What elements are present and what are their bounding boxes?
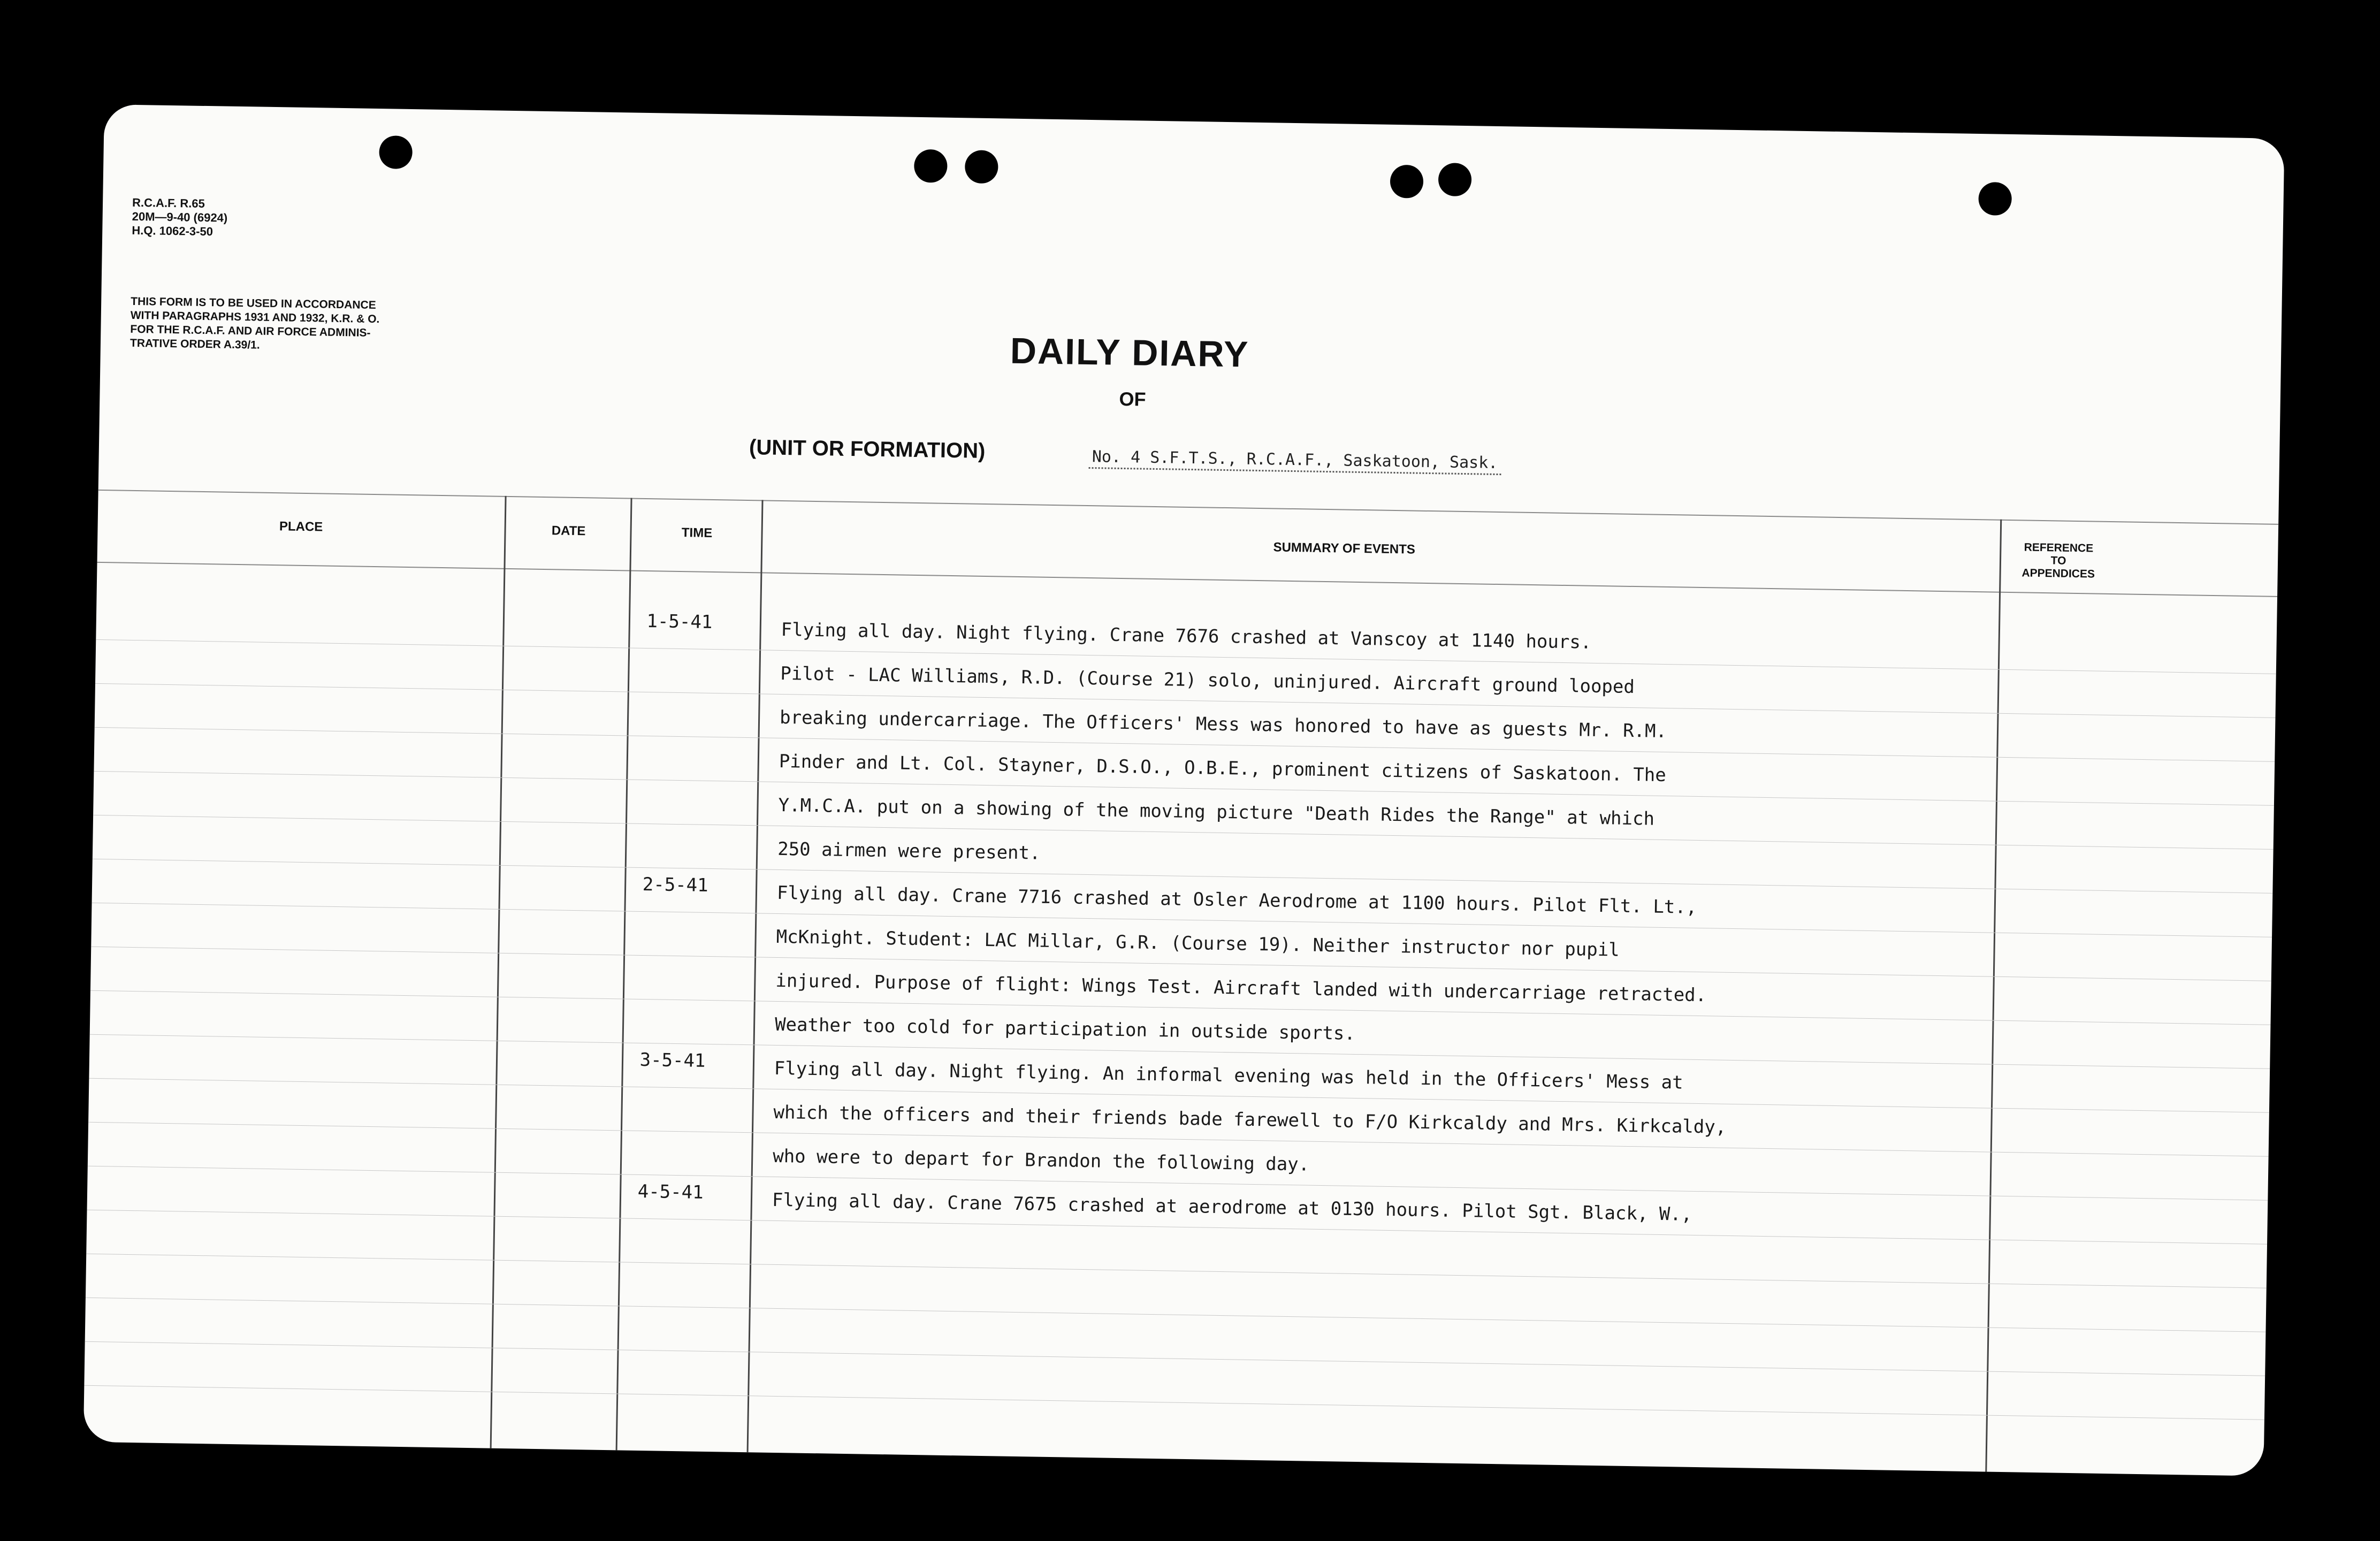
column-header-date: DATE bbox=[551, 523, 586, 539]
entry-summary bbox=[774, 876, 2272, 1075]
summary-line: Pinder and Lt. Col. Stayner, D.S.O., O.B.E., prominent citizens of Saskatoon. The bbox=[779, 750, 1667, 786]
punch-hole bbox=[1438, 163, 1472, 196]
unit-label: (UNIT OR FORMATION) bbox=[749, 436, 986, 463]
column-header-summary: SUMMARY OF EVENTS bbox=[1273, 540, 1416, 557]
entry-date: 4-5-41 bbox=[637, 1180, 704, 1203]
form-note-line: WITH PARAGRAPHS 1931 AND 1932, K.R. & O. bbox=[130, 309, 380, 326]
summary-line: 250 airmen were present. bbox=[777, 838, 1041, 864]
reference-header-line: APPENDICES bbox=[2022, 567, 2095, 581]
entry-summary bbox=[777, 613, 2277, 899]
ruled-line bbox=[84, 1385, 2264, 1420]
entry-summary bbox=[772, 1051, 2270, 1207]
reference-header-line: TO bbox=[2050, 554, 2066, 567]
summary-line: injured. Purpose of flight: Wings Test. Aircraft landed with undercarriage retracted. bbox=[775, 970, 1707, 1006]
form-code-line: R.C.A.F. R.65 bbox=[132, 195, 205, 210]
ruled-line bbox=[85, 1341, 2265, 1376]
summary-line: McKnight. Student: LAC Millar, G.R. (Course 19). Neither instructor nor pupil bbox=[776, 926, 1620, 961]
form-code bbox=[132, 196, 228, 239]
summary-line: who were to depart for Brandon the following day. bbox=[772, 1145, 1310, 1176]
entry-date: 1-5-41 bbox=[646, 611, 713, 633]
reference-header-line: REFERENCE bbox=[2024, 541, 2094, 555]
page-title: DAILY DIARY bbox=[1010, 330, 1249, 375]
summary-line: breaking undercarriage. The Officers' Mess was honored to have as guests Mr. R.M. bbox=[779, 706, 1667, 743]
summary-line: Flying all day. Night flying. An informal evening was held in the Officers' Mess at bbox=[774, 1057, 1683, 1094]
entry-date: 3-5-41 bbox=[639, 1049, 706, 1072]
form-code-line: H.Q. 1062-3-50 bbox=[132, 223, 213, 239]
punch-hole bbox=[914, 149, 948, 183]
punch-hole bbox=[965, 150, 998, 184]
form-note-line: FOR THE R.C.A.F. AND AIR FORCE ADMINIS- bbox=[130, 323, 371, 339]
diary-entry bbox=[90, 865, 2273, 1075]
form-code-line: 20M—9-40 (6924) bbox=[132, 209, 228, 225]
punch-hole bbox=[379, 135, 413, 169]
form-note-line: THIS FORM IS TO BE USED IN ACCORDANCE bbox=[131, 295, 376, 312]
unit-value: No. 4 S.F.T.S., R.C.A.F., Saskatoon, Sask. bbox=[1089, 447, 1501, 475]
form-usage-note bbox=[130, 295, 380, 354]
diary-form-card bbox=[83, 104, 2285, 1476]
column-header-reference bbox=[2002, 541, 2115, 581]
column-header-time: TIME bbox=[681, 525, 713, 540]
summary-line: which the officers and their friends bade farewell to F/O Kirkcaldy and Mrs. Kirkcaldy, bbox=[773, 1101, 1727, 1138]
summary-line: Weather too cold for participation in outside sports. bbox=[774, 1013, 1356, 1044]
diary-entries bbox=[87, 602, 2277, 1250]
summary-line: Flying all day. Night flying. Crane 7676 crashed at Vanscoy at 1140 hours. bbox=[781, 619, 1592, 653]
column-header-place: PLACE bbox=[279, 519, 323, 535]
form-note-line: TRATIVE ORDER A.39/1. bbox=[129, 337, 260, 352]
ruled-line bbox=[86, 1254, 2267, 1288]
header-top-rule bbox=[98, 490, 2279, 525]
summary-line: Flying all day. Crane 7716 crashed at Osler Aerodrome at 1100 hours. Pilot Flt. Lt., bbox=[776, 882, 1697, 918]
ruled-line bbox=[86, 1298, 2266, 1332]
summary-line: Flying all day. Crane 7675 crashed at aerodrome at 0130 hours. Pilot Sgt. Black, W., bbox=[772, 1189, 1692, 1225]
header-bottom-rule bbox=[97, 562, 2278, 597]
summary-line: Y.M.C.A. put on a showing of the moving picture "Death Rides the Range" at which bbox=[778, 794, 1655, 830]
punch-hole bbox=[1390, 165, 1424, 199]
diary-entry bbox=[93, 602, 2277, 899]
entry-date: 2-5-41 bbox=[642, 873, 708, 896]
summary-line: Pilot - LAC Williams, R.D. (Course 21) solo, uninjured. Aircraft ground looped bbox=[780, 662, 1635, 698]
title-of: OF bbox=[1119, 387, 1146, 410]
punch-hole bbox=[1978, 182, 2012, 216]
